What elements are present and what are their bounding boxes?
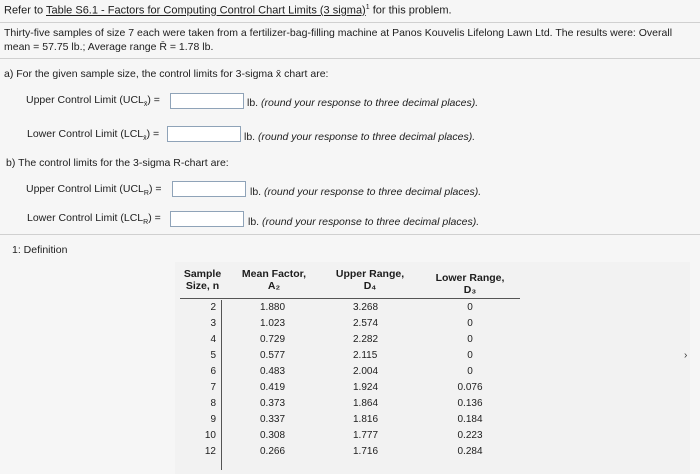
table-cell-d4: 2.004 — [353, 366, 379, 377]
part-b-ucl-label: Upper Control Limit $(UCL_R)$ = — [26, 183, 162, 198]
part-a-prompt: a) For the given sample size, the control limits for 3-sigma x̄ chart are: — [4, 68, 329, 80]
table-cell-d3: 0 — [467, 366, 473, 377]
table-cell-d3: 0.076 — [457, 382, 483, 393]
part-b-lcl-hint: lb. (round your response to three decimal places). — [248, 216, 480, 228]
header-upper-range: Upper Range, D₄ — [335, 268, 405, 292]
part-b-lcl-input[interactable] — [170, 211, 244, 227]
part-a-ucl-label: Upper Control Limit $(UCL_{x̄})$ = — [26, 94, 160, 109]
table-cell-n: 9 — [210, 414, 216, 425]
column-lower-range — [440, 300, 500, 460]
part-b-prompt: b) The control limits for the 3-sigma R-chart are: — [6, 157, 229, 169]
table-cell-a2: 0.419 — [260, 382, 286, 393]
table-cell-a2: 0.483 — [260, 366, 286, 377]
table-cell-d3: 0.284 — [457, 446, 483, 457]
column-sample-size — [196, 300, 216, 460]
problem-line-1: Thirty-five samples of size 7 each were taken from a fertilizer-bag-filling machine at Panos Kouvelis Lifelong Lawn Ltd. The results were: Overall — [4, 27, 673, 39]
part-a-ucl-input[interactable] — [170, 93, 244, 109]
table-cell-n: 2 — [210, 302, 216, 313]
table-cell-n: 12 — [204, 446, 216, 457]
table-cell-a2: 1.880 — [260, 302, 286, 313]
table-cell-d3: 0 — [467, 334, 473, 345]
part-b-ucl-input[interactable] — [172, 181, 246, 197]
table-cell-d3: 0.223 — [457, 430, 483, 441]
table-cell-d4: 2.282 — [353, 334, 379, 345]
table-cell-d4: 1.864 — [353, 398, 379, 409]
part-a-lcl-label: Lower Control Limit $(LCL_{x̄})$ = — [27, 128, 160, 143]
chevron-right-icon[interactable]: › — [684, 350, 688, 361]
divider — [0, 22, 700, 23]
table-cell-d4: 1.716 — [353, 446, 379, 457]
table-cell-d3: 0 — [467, 318, 473, 329]
column-mean-factor — [260, 300, 300, 460]
table-cell-d4: 1.816 — [353, 414, 379, 425]
header-lower-range: Lower Range, D₃ — [435, 272, 505, 296]
refer-line: Refer to Table S6.1 - Factors for Computing Control Chart Limits (3 sigma)$^1$ for this problem. — [4, 4, 452, 17]
table-cell-n: 3 — [210, 318, 216, 329]
header-sample-size: Sample Size, n — [183, 268, 222, 292]
table-cell-a2: 0.266 — [260, 446, 286, 457]
part-a-lcl-input[interactable] — [167, 126, 241, 142]
table-cell-n: 7 — [210, 382, 216, 393]
part-a-lcl-hint: lb. (round your response to three decimal places). — [244, 131, 476, 143]
table-cell-d3: 0 — [467, 350, 473, 361]
table-cell-d4: 3.268 — [353, 302, 379, 313]
header-mean-factor: Mean Factor, A₂ — [241, 268, 307, 292]
divider — [0, 58, 700, 59]
table-cell-a2: 0.577 — [260, 350, 286, 361]
table-cell-n: 4 — [210, 334, 216, 345]
problem-line-2: mean = 57.75 lb.; Average range R̄ = 1.78 lb. — [4, 41, 214, 53]
part-b-ucl-hint: lb. (round your response to three decimal places). — [250, 186, 482, 198]
footnote-definition: 1: Definition — [12, 244, 68, 256]
table-cell-d4: 1.777 — [353, 430, 379, 441]
part-b-lcl-label: Lower Control Limit $(LCL_R)$ = — [27, 212, 161, 227]
table-cell-a2: 0.373 — [260, 398, 286, 409]
table-cell-a2: 0.729 — [260, 334, 286, 345]
table-cell-d3: 0.184 — [457, 414, 483, 425]
header-rule — [180, 298, 520, 299]
table-cell-a2: 0.308 — [260, 430, 286, 441]
table-cell-d3: 0.136 — [457, 398, 483, 409]
column-upper-range — [353, 300, 393, 460]
table-cell-d4: 2.115 — [353, 350, 378, 361]
table-s6-1-link[interactable]: Table S6.1 - Factors for Computing Control Chart Limits (3 sigma) — [46, 4, 366, 17]
table-cell-n: 10 — [204, 430, 216, 441]
table-cell-n: 6 — [210, 366, 216, 377]
part-a-ucl-hint: lb. (round your response to three decimal places). — [247, 97, 479, 109]
table-cell-d3: 0 — [467, 302, 473, 313]
table-cell-a2: 1.023 — [260, 318, 286, 329]
table-cell-a2: 0.337 — [260, 414, 286, 425]
table-cell-d4: 1.924 — [353, 382, 379, 393]
table-cell-n: 5 — [210, 350, 216, 361]
table-cell-n: 8 — [210, 398, 216, 409]
column-separator — [221, 300, 222, 470]
divider — [0, 234, 700, 235]
table-cell-d4: 2.574 — [353, 318, 379, 329]
